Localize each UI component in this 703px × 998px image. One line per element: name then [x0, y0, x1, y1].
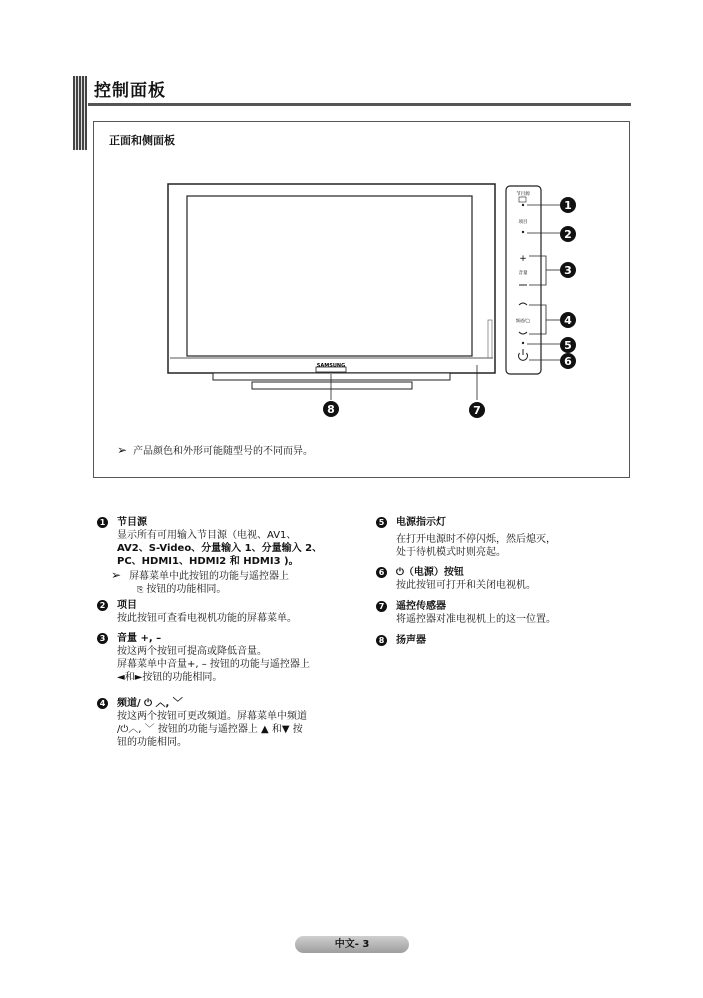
list-item	[97, 632, 310, 684]
item-title: ⏻（电源）按钮	[396, 567, 464, 578]
svg-text:1: 1	[564, 199, 572, 212]
item-number: 7	[376, 601, 387, 612]
item-title: 电源指示灯	[396, 517, 446, 528]
svg-text:8: 8	[327, 403, 335, 416]
item-note: 屏幕菜单中此按钮的功能与遥控器上	[129, 571, 290, 582]
source-button-icon: ⎘	[137, 585, 144, 594]
item-line: 屏幕菜单中音量+, – 按钮的功能与遥控器上	[117, 659, 310, 670]
list-item	[376, 634, 426, 647]
list-item	[97, 516, 322, 595]
item-number: 4	[97, 698, 108, 709]
item-title: 节目源	[117, 517, 147, 528]
tv-screen	[187, 196, 472, 356]
item-title: 项目	[117, 600, 137, 611]
item-line: 按这两个按钮可提高或降低音量。	[117, 646, 267, 657]
panel-note-text: 产品颜色和外形可能随型号的不同而异。	[133, 446, 314, 457]
source-label: 节目源	[516, 192, 530, 197]
brand-text: SAMSUNG	[316, 363, 346, 369]
svg-text:2: 2	[564, 228, 572, 241]
item-number: 8	[376, 635, 387, 646]
item-line: 在打开电源时不停闪烁，然后熄灭，	[396, 534, 556, 545]
item-title: 频道/ ⏻ ︿, ﹀	[117, 698, 183, 709]
list-item	[97, 599, 297, 625]
item-title: 遥控传感器	[396, 601, 446, 612]
item-number: 6	[376, 567, 387, 578]
svg-text:6: 6	[564, 355, 572, 368]
panel-note	[117, 442, 313, 457]
item-line: 显示所有可用输入节目源（电视、AV1、	[117, 530, 297, 541]
tv-stand-base	[213, 373, 450, 380]
item-number: 3	[97, 633, 108, 644]
item-title: 音量 +, –	[117, 633, 162, 644]
svg-text:7: 7	[473, 404, 481, 417]
page-number: 中文- 3	[295, 936, 409, 953]
volume-plus: +	[519, 254, 527, 264]
item-number: 2	[97, 600, 108, 611]
item-line: 按这两个按钮可更改频道。屏幕菜单中频道	[117, 711, 307, 722]
tv-stand-foot	[252, 382, 412, 389]
power-led	[522, 342, 524, 344]
item-line: 处于待机模式时则亮起。	[396, 547, 506, 558]
list-item	[376, 600, 556, 626]
list-item	[97, 697, 307, 749]
svg-text:3: 3	[564, 264, 572, 277]
svg-text:5: 5	[564, 339, 572, 352]
item-line: /⏻︿, ﹀ 按钮的功能与遥控器上 ▲ 和▼ 按	[117, 724, 303, 735]
panel-subtitle: 正面和侧面板	[109, 134, 175, 147]
item-line: ◄和►按钮的功能相同。	[117, 672, 223, 683]
volume-label: 音量	[518, 271, 528, 276]
menu-label: 项目	[518, 220, 528, 225]
channel-label: 频道/◯	[515, 318, 531, 323]
item-title: 扬声器	[396, 635, 426, 646]
item-line: AV2、S-Video、分量输入 1、分量输入 2、	[117, 543, 323, 554]
section-title: 控制面板	[94, 81, 166, 101]
item-line: 按此按钮可打开和关闭电视机。	[396, 580, 536, 591]
list-item	[376, 516, 556, 559]
item-number: 5	[376, 517, 387, 528]
item-number: 1	[97, 517, 108, 528]
item-line: 将遥控器对准电视机上的这一位置。	[396, 614, 556, 625]
item-note: 按钮的功能相同。	[146, 584, 227, 595]
arrow-icon: ➢	[117, 443, 128, 457]
arrow-icon: ➢	[111, 568, 122, 582]
list-item	[376, 566, 536, 592]
item-line: PC、HDMI1、HDMI2 和 HDMI3 )。	[117, 556, 299, 567]
svg-text:4: 4	[564, 314, 572, 327]
item-line: 钮的功能相同。	[117, 737, 187, 748]
side-panel	[506, 186, 541, 374]
item-line: 按此按钮可查看电视机功能的屏幕菜单。	[117, 613, 297, 624]
